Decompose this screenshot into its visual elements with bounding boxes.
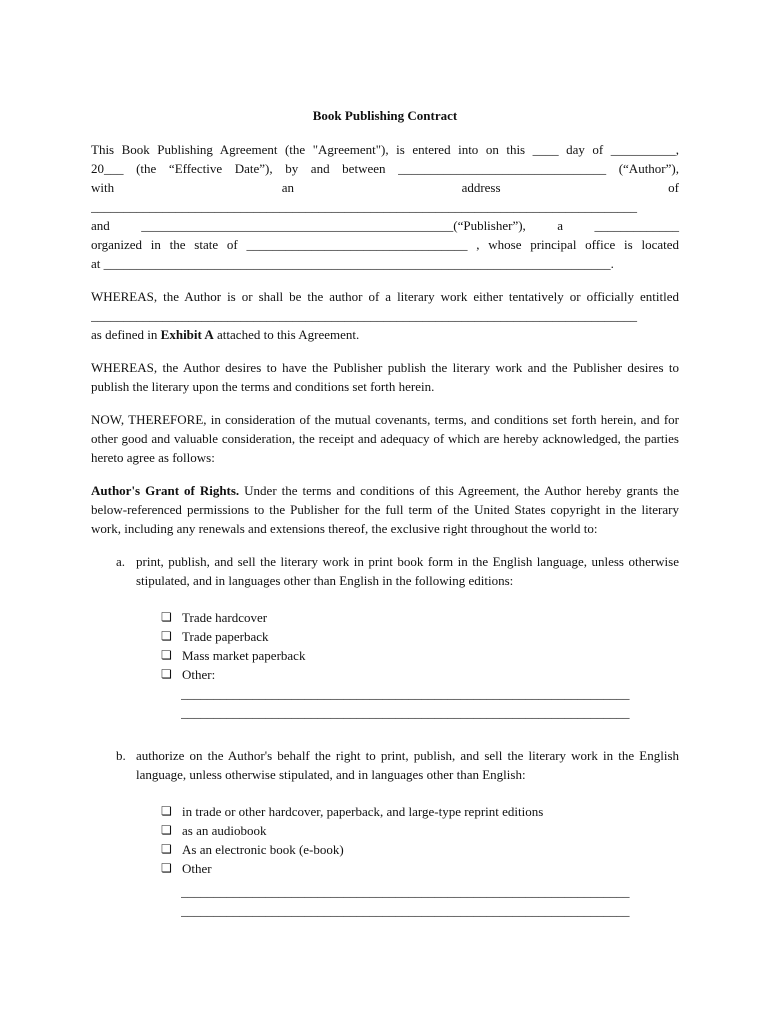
intro-word-address: address	[461, 180, 501, 195]
intro-word-of: of	[668, 180, 679, 195]
checkbox-icon: ❏	[161, 629, 172, 643]
checkbox-trade-paperback[interactable]	[161, 627, 679, 646]
checkbox-ebook[interactable]	[161, 840, 679, 859]
whereas1-post: attached to this Agreement.	[213, 327, 360, 342]
rights-list	[91, 552, 679, 920]
whereas1-line-3	[91, 325, 679, 344]
edition-checklist	[161, 608, 679, 684]
checkbox-icon: ❏	[161, 667, 172, 681]
option-label: Other	[182, 861, 212, 876]
option-label: Trade paperback	[182, 629, 269, 644]
intro-paragraph	[91, 140, 679, 273]
other-blank-a-1[interactable]: _____________________________________________________________________	[181, 686, 630, 701]
checkbox-icon: ❏	[161, 648, 172, 662]
checkbox-other-b[interactable]	[161, 859, 679, 878]
option-label: As an electronic book (e-book)	[182, 842, 344, 857]
exhibit-a-ref: Exhibit A	[160, 327, 214, 342]
whereas-paragraph-1	[91, 287, 679, 344]
list-item-b	[91, 746, 679, 784]
other-blank-b-1[interactable]: _____________________________________________________________________	[181, 884, 630, 899]
rights-checklist	[161, 802, 679, 878]
intro-line-2: 20___ (the “Effective Date”), by and between ________________________________ (“Author”),	[91, 161, 679, 176]
whereas-paragraph-2: WHEREAS, the Author desires to have the Publisher publish the literary work and the Publisher desires to publish the literary upon the terms and conditions set forth herein.	[91, 360, 679, 394]
intro-line-1: This Book Publishing Agreement (the "Agreement"), is entered into on this ____ day of __________,	[91, 142, 679, 157]
whereas1-pre: as defined in	[91, 327, 161, 342]
option-label: Other:	[182, 667, 216, 682]
intro-line-3	[91, 178, 679, 197]
other-blank-b-2[interactable]: _____________________________________________________________________	[181, 903, 630, 918]
checkbox-other-a[interactable]	[161, 665, 679, 684]
option-label: Mass market paperback	[182, 648, 306, 663]
list-marker-b: b.	[116, 748, 126, 763]
page-title: Book Publishing Contract	[312, 108, 458, 123]
address-blank-line: ____________________________________________________________________________________	[91, 199, 637, 214]
intro-line-7: at ______________________________________________________________________________.	[91, 256, 614, 271]
checkbox-trade-hardcover[interactable]	[161, 608, 679, 627]
list-item-a	[91, 552, 679, 590]
intro-line-6: organized in the state of __________________________________ , whose principal office is located	[91, 237, 679, 252]
checkbox-mass-market[interactable]	[161, 646, 679, 665]
checkbox-icon: ❏	[161, 861, 172, 875]
checkbox-icon: ❏	[161, 842, 172, 856]
document-body	[91, 108, 679, 934]
option-label: Trade hardcover	[182, 610, 268, 625]
checkbox-audiobook[interactable]	[161, 821, 679, 840]
checkbox-icon: ❏	[161, 610, 172, 624]
grant-text: Under the terms and conditions of this Agreement, the Author hereby grants the below-referenced permissions to the Publisher for the full term of the United States copyright in the literary work, including any renewals and extensions thereof, the exclusive right throughout the world to:	[91, 483, 679, 536]
intro-word-an: an	[281, 180, 294, 195]
checkbox-reprint-editions[interactable]	[161, 802, 679, 821]
option-label: in trade or other hardcover, paperback, and large-type reprint editions	[182, 804, 544, 819]
grant-heading: Author's Grant of Rights.	[91, 483, 240, 498]
checkbox-icon: ❏	[161, 804, 172, 818]
now-therefore-paragraph: NOW, THEREFORE, in consideration of the mutual covenants, terms, and conditions set forth herein, and for other good and valuable consideration, the receipt and adequacy of which are hereby acknowledged, the parties hereto agree as follows:	[91, 412, 679, 465]
other-blank-a-2[interactable]: _____________________________________________________________________	[181, 705, 630, 720]
list-item-a-text: print, publish, and sell the literary work in print book form in the English language, unless otherwise stipulated, and in languages other than English in the following editions:	[136, 554, 679, 588]
intro-word-with: with	[91, 180, 115, 195]
option-label: as an audiobook	[182, 823, 267, 838]
whereas1-line-1: WHEREAS, the Author is or shall be the author of a literary work either tentatively or officially entitled	[91, 289, 679, 304]
grant-of-rights-paragraph	[91, 481, 679, 538]
title-blank-line: ____________________________________________________________________________________	[91, 308, 637, 323]
checkbox-icon: ❏	[161, 823, 172, 837]
list-item-b-text: authorize on the Author's behalf the right to print, publish, and sell the literary work in the English language, unless otherwise stipulated, and in languages other than English:	[136, 748, 679, 782]
list-marker-a: a.	[116, 554, 126, 569]
intro-line-5: and ________________________________________________(“Publisher”), a _____________	[91, 218, 679, 233]
